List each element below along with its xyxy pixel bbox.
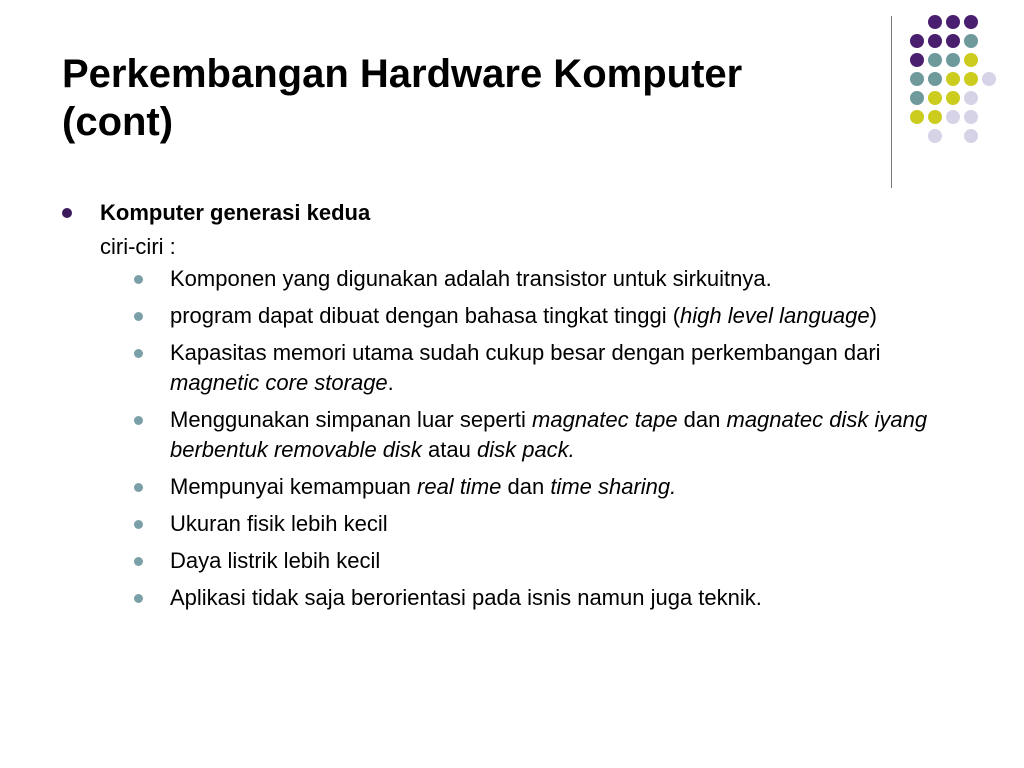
list-item-text: ) [869,303,877,328]
list-item-text: magnatec tape [532,407,678,432]
slide-title-line-1: Perkembangan Hardware Komputer [62,52,743,96]
decorative-dot [964,53,978,67]
bullet-dot-icon [134,557,143,566]
list-item-text: atau [421,437,477,462]
list-item [62,472,1002,502]
decorative-dot [928,91,942,105]
bullet-dot-icon [134,312,143,321]
decorative-dot [964,91,978,105]
list-item-text: Menggunakan simpanan luar seperti [170,407,533,432]
list-item-text: Ukuran fisik lebih kecil [170,511,388,536]
decorative-dot [928,110,942,124]
decorative-dot [910,110,924,124]
decorative-dot [964,34,978,48]
decorative-dot [928,15,942,29]
decorative-dot [928,34,942,48]
slide-title [62,50,862,146]
decorative-dot [928,129,942,143]
decorative-dot [946,91,960,105]
decorative-dot [964,110,978,124]
decorative-dot [910,91,924,105]
list-item-text: Daya listrik lebih kecil [170,548,381,573]
bullet-level1-item [62,198,1002,228]
list-item-text: Komponen yang digunakan adalah transistor untuk sirkuitnya. [170,266,772,291]
list-item-text: time sharing. [550,474,677,499]
list-item-text: Kapasitas memori utama sudah cukup besar dengan perkembangan dari [170,340,881,365]
bullet-dot-icon [134,416,143,425]
list-item-text: magnetic core storage [170,370,388,395]
list-item [62,509,1002,539]
decorative-dot [928,72,942,86]
decorative-dot [946,72,960,86]
list-item [62,264,1002,294]
slide-body [62,198,1002,620]
bullet-dot-icon [134,594,143,603]
list-item-text: program dapat dibuat dengan bahasa tingkat tinggi ( [170,303,681,328]
bullet-dot-icon [134,483,143,492]
bullet-dot-icon [134,349,143,358]
bullet-dot-icon [134,520,143,529]
list-item [62,546,1002,576]
list-item-text: real time [417,474,502,499]
decorative-dot [946,110,960,124]
decorative-dot [910,53,924,67]
list-item-text: dan [501,474,551,499]
list-item [62,405,1002,465]
list-item-text: disk pack. [476,437,575,462]
slide-title-line-2: (cont) [62,100,174,144]
section-heading: Komputer generasi kedua [100,200,371,225]
title-divider-line [891,16,892,188]
list-item-text: magnatec disk iyang berbentuk removable disk [170,407,928,462]
list-item-text: Aplikasi tidak saja berorientasi pada isnis namun juga teknik. [170,585,762,610]
bullet-list [62,264,1002,613]
decorative-dot [946,15,960,29]
bullet-dot-icon [62,208,72,218]
decorative-dot [964,129,978,143]
decorative-dot [928,53,942,67]
list-item-text: dan [677,407,727,432]
list-item [62,338,1002,398]
list-item [62,301,1002,331]
decorative-dot [910,72,924,86]
decorative-dot [910,34,924,48]
list-item [62,583,1002,613]
decorative-dot [964,15,978,29]
list-item-text: . [387,370,394,395]
decorative-dot [946,53,960,67]
decorative-dot [982,72,996,86]
decorative-dot [946,34,960,48]
decorative-dot [964,72,978,86]
bullet-dot-icon [134,275,143,284]
section-subheading: ciri-ciri : [100,234,176,259]
list-item-text: Mempunyai kemampuan [170,474,418,499]
list-item-text: high level language [680,303,870,328]
